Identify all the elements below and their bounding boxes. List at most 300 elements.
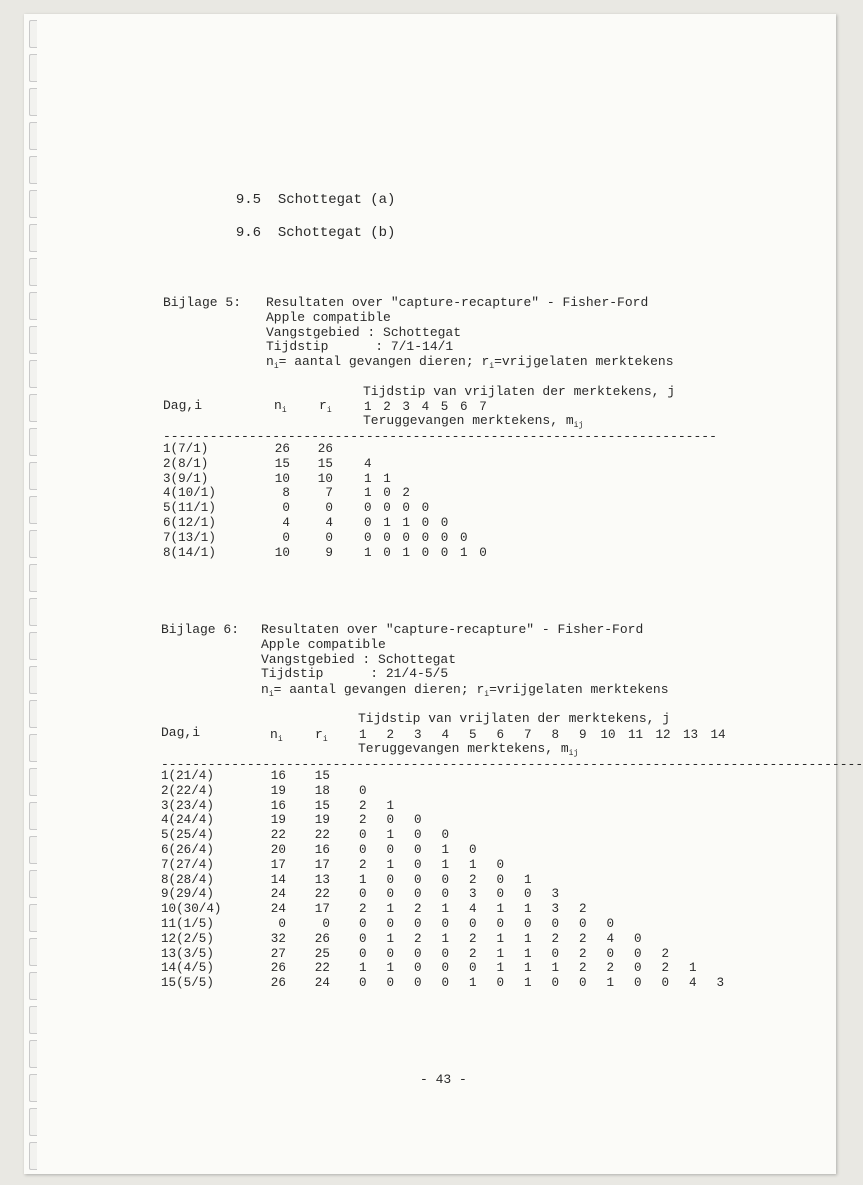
cell-n: 10	[274, 545, 290, 560]
binding-ring	[29, 1074, 37, 1102]
cell-r: 15	[317, 456, 333, 471]
cell-m: 2	[579, 931, 587, 946]
cell-m: 0	[496, 872, 505, 887]
cell-m: 0	[414, 872, 422, 887]
cell-m: 0	[496, 857, 505, 872]
cell-m: 1	[441, 843, 450, 857]
cell-m: 0	[551, 946, 560, 961]
cell-m: 0	[551, 917, 560, 931]
cell-n: 16	[270, 769, 286, 783]
binding-ring	[29, 462, 37, 490]
column-header: 4	[421, 400, 430, 414]
binding-ring	[29, 530, 37, 558]
cell-dag: 4(10/1)	[163, 486, 216, 501]
cell-m: 0	[441, 917, 450, 931]
cell-m: 0	[469, 843, 477, 857]
cell-n: 14	[270, 872, 286, 887]
binding-ring	[29, 88, 37, 116]
cell-dag: 4(24/4)	[161, 813, 214, 828]
cell-m: 0	[606, 946, 615, 961]
cell-m: 1	[383, 471, 391, 486]
cell-m: 0	[441, 976, 450, 991]
cell-r: 9	[325, 545, 333, 560]
cell-m: 1	[496, 902, 505, 917]
cell-m: 2	[579, 946, 587, 961]
legend-sub: i	[484, 690, 490, 699]
binding-ring	[29, 122, 37, 150]
cell-dag: 3(23/4)	[161, 798, 214, 813]
cell-r: 0	[325, 501, 333, 516]
cell-m: 0	[359, 828, 367, 843]
section-number: 9.6	[235, 224, 262, 241]
cell-m: 1	[524, 872, 532, 887]
cell-m: 0	[359, 917, 367, 931]
cell-m: 0	[441, 946, 450, 961]
cell-m: 0	[364, 516, 372, 530]
cell-m: 2	[579, 902, 587, 917]
cell-m: 0	[414, 857, 422, 872]
header-sub: i	[277, 735, 283, 744]
cell-dag: 7(13/1)	[163, 530, 216, 545]
table-header-dag: Dag,i	[163, 398, 203, 413]
cell-m: 1	[689, 961, 697, 976]
binding-ring	[29, 54, 37, 82]
column-header: 13	[683, 728, 699, 742]
cell-m: 2	[606, 961, 615, 976]
column-header: 3	[402, 400, 410, 414]
cell-m: 0	[402, 530, 410, 545]
cell-m: 1	[460, 545, 468, 560]
binding-ring	[29, 326, 37, 354]
cell-m: 1	[524, 946, 532, 961]
binding-ring	[29, 700, 37, 728]
cell-r: 13	[314, 872, 330, 887]
cell-n: 15	[274, 456, 290, 471]
cell-m: 0	[661, 976, 670, 991]
cell-dag: 1(21/4)	[161, 769, 214, 783]
cell-m: 0	[524, 917, 532, 931]
cell-m: 1	[359, 961, 367, 976]
table-header-dag: Dag,i	[161, 725, 201, 740]
section-title: Schottegat (a)	[277, 191, 396, 208]
cell-n: 32	[270, 931, 286, 946]
binding-ring	[29, 598, 37, 626]
document-page	[24, 14, 863, 1174]
cell-m: 2	[469, 931, 477, 946]
cell-r: 4	[325, 516, 333, 530]
table-rule: -----------------------------------------------------------------------	[163, 429, 717, 444]
cell-r: 10	[317, 471, 333, 486]
legend-text: = aantal gevangen dieren; r	[273, 682, 485, 697]
cell-m: 0	[414, 946, 422, 961]
cell-m: 0	[386, 887, 395, 902]
bijlage-label: Bijlage 5:	[163, 295, 242, 310]
cell-m: 1	[386, 857, 395, 872]
cell-m: 2	[551, 931, 560, 946]
legend-text: = aantal gevangen dieren; r	[278, 354, 490, 369]
cell-m: 2	[359, 902, 367, 917]
cell-m: 0	[364, 530, 372, 545]
cell-m: 0	[414, 813, 422, 828]
cell-n: 26	[274, 442, 290, 456]
cell-m: 0	[606, 917, 615, 931]
binding-ring	[29, 1006, 37, 1034]
binding-ring	[29, 938, 37, 966]
cell-m: 3	[469, 887, 477, 902]
cell-r: 24	[314, 976, 330, 991]
legend-sub: i	[489, 362, 495, 371]
cell-dag: 6(26/4)	[161, 843, 214, 857]
cell-n: 0	[282, 530, 290, 545]
table-header-r	[319, 399, 332, 419]
header-terug: Teruggevangen merktekens, m	[363, 413, 574, 428]
cell-m: 2	[661, 946, 670, 961]
cell-m: 4	[689, 976, 697, 991]
cell-m: 0	[421, 501, 430, 516]
cell-dag: 12(2/5)	[161, 931, 214, 946]
cell-m: 0	[359, 976, 367, 991]
cell-m: 0	[441, 872, 450, 887]
column-header: 6	[496, 728, 505, 742]
cell-m: 0	[421, 530, 430, 545]
cell-dag: 14(4/5)	[161, 961, 214, 976]
cell-n: 17	[270, 857, 286, 872]
cell-m: 0	[579, 976, 587, 991]
cell-m: 1	[496, 946, 505, 961]
cell-m: 0	[359, 887, 367, 902]
binding-ring	[29, 360, 37, 388]
cell-m: 1	[441, 857, 450, 872]
cell-m: 0	[440, 530, 449, 545]
cell-m: 0	[359, 931, 367, 946]
cell-m: 0	[386, 976, 395, 991]
cell-dag: 8(28/4)	[161, 872, 214, 887]
cell-m: 0	[460, 530, 468, 545]
legend-text: =vrijgelaten merktekens	[489, 682, 669, 697]
header-sub: i	[326, 406, 332, 415]
table-rule: ------------------------------------------------------------------------------------------	[161, 757, 863, 772]
cell-m: 4	[469, 902, 477, 917]
bijlage-title: Resultaten over "capture-recapture" - Fisher-Ford	[266, 295, 649, 310]
section-title: Schottegat (b)	[277, 224, 396, 241]
header-sub: ij	[573, 421, 584, 430]
cell-r: 22	[314, 828, 330, 843]
cell-r: 19	[314, 813, 330, 828]
bijlage-line: Apple compatible	[266, 310, 391, 325]
cell-dag: 10(30/4)	[161, 902, 222, 917]
cell-m: 1	[364, 486, 372, 501]
column-header: 9	[579, 728, 587, 742]
column-header: 2	[386, 728, 395, 742]
cell-r: 17	[314, 902, 330, 917]
cell-m: 0	[496, 976, 505, 991]
binding-ring	[29, 564, 37, 592]
cell-m: 0	[414, 843, 422, 857]
header-r: r	[319, 398, 327, 413]
cell-n: 19	[270, 783, 286, 798]
cell-r: 7	[325, 486, 333, 501]
binding-ring	[29, 258, 37, 286]
column-header: 8	[551, 728, 560, 742]
cell-n: 16	[270, 798, 286, 813]
cell-m: 1	[386, 931, 395, 946]
binding-ring	[29, 292, 37, 320]
binding-ring	[29, 972, 37, 1000]
cell-m: 1	[441, 931, 450, 946]
binding-ring	[29, 190, 37, 218]
cell-m: 1	[524, 976, 532, 991]
cell-m: 2	[469, 946, 477, 961]
cell-m: 1	[402, 545, 410, 560]
section-heading-9-5	[219, 178, 395, 207]
legend-sub: i	[268, 690, 274, 699]
column-header: 5	[469, 728, 477, 742]
cell-dag: 3(9/1)	[163, 471, 209, 486]
cell-m: 2	[414, 931, 422, 946]
cell-n: 0	[278, 917, 286, 931]
cell-m: 3	[551, 887, 560, 902]
cell-m: 0	[386, 843, 395, 857]
cell-n: 24	[270, 887, 286, 902]
cell-n: 26	[270, 961, 286, 976]
cell-n: 24	[270, 902, 286, 917]
binding-ring	[29, 428, 37, 456]
bijlage-line: Apple compatible	[261, 637, 386, 652]
cell-m: 0	[524, 887, 532, 902]
cell-dag: 11(1/5)	[161, 917, 214, 931]
column-header: 11	[628, 728, 644, 742]
cell-dag: 8(14/1)	[163, 545, 216, 560]
cell-r: 22	[314, 887, 330, 902]
cell-dag: 6(12/1)	[163, 516, 216, 530]
binding-ring	[29, 394, 37, 422]
cell-n: 26	[270, 976, 286, 991]
cell-m: 0	[440, 545, 449, 560]
column-header: 7	[479, 400, 487, 414]
cell-m: 1	[359, 872, 367, 887]
binding-ring	[29, 496, 37, 524]
cell-dag: 1(7/1)	[163, 442, 209, 456]
bijlage-legend	[261, 683, 669, 703]
column-header: 5	[440, 400, 449, 414]
cell-m: 1	[524, 931, 532, 946]
binding-ring	[29, 904, 37, 932]
cell-m: 1	[496, 931, 505, 946]
cell-m: 0	[496, 917, 505, 931]
cell-m: 0	[440, 516, 449, 530]
bijlage-line: Tijdstip : 21/4-5/5	[261, 666, 449, 681]
column-header: 7	[524, 728, 532, 742]
cell-m: 0	[441, 961, 450, 976]
legend-sub: i	[273, 362, 279, 371]
cell-m: 2	[402, 486, 410, 501]
cell-dag: 2(8/1)	[163, 456, 209, 471]
header-n: n	[274, 398, 282, 413]
legend-n: n	[266, 354, 274, 369]
cell-m: 1	[469, 857, 477, 872]
cell-m: 2	[661, 961, 670, 976]
binding-ring	[29, 836, 37, 864]
binding-ring	[29, 1108, 37, 1136]
cell-m: 0	[386, 813, 395, 828]
table-header-n	[274, 399, 287, 419]
cell-dag: 15(5/5)	[161, 976, 214, 991]
cell-r: 16	[314, 843, 330, 857]
cell-n: 20	[270, 843, 286, 857]
cell-m: 0	[421, 516, 430, 530]
cell-m: 0	[386, 917, 395, 931]
cell-m: 0	[383, 501, 391, 516]
cell-m: 0	[441, 828, 450, 843]
cell-m: 3	[551, 902, 560, 917]
column-header: 1	[364, 400, 372, 414]
cell-m: 0	[383, 530, 391, 545]
cell-m: 2	[359, 813, 367, 828]
cell-m: 0	[359, 946, 367, 961]
binding-ring	[29, 666, 37, 694]
cell-m: 3	[716, 976, 725, 991]
binding-ring	[29, 802, 37, 830]
cell-m: 1	[383, 516, 391, 530]
cell-m: 0	[383, 545, 391, 560]
cell-n: 10	[274, 471, 290, 486]
cell-m: 0	[359, 783, 367, 798]
binding-ring	[29, 1142, 37, 1170]
column-header: 6	[460, 400, 468, 414]
cell-r: 15	[314, 769, 330, 783]
header-sub: i	[281, 406, 287, 415]
bijlage-line: Vangstgebied : Schottegat	[266, 325, 462, 340]
cell-n: 8	[282, 486, 290, 501]
binding-ring	[29, 632, 37, 660]
cell-m: 0	[359, 843, 367, 857]
cell-n: 4	[282, 516, 290, 530]
header-sub: i	[322, 735, 328, 744]
cell-n: 19	[270, 813, 286, 828]
cell-dag: 9(29/4)	[161, 887, 214, 902]
cell-dag: 7(27/4)	[161, 857, 214, 872]
cell-r: 15	[314, 798, 330, 813]
cell-m: 0	[441, 887, 450, 902]
cell-m: 0	[383, 486, 391, 501]
cell-r: 26	[314, 931, 330, 946]
cell-m: 0	[414, 917, 422, 931]
cell-m: 1	[402, 516, 410, 530]
cell-m: 0	[414, 976, 422, 991]
header-r: r	[315, 727, 323, 742]
cell-m: 0	[414, 961, 422, 976]
cell-m: 2	[469, 872, 477, 887]
cell-m: 2	[414, 902, 422, 917]
bijlage-line: Tijdstip : 7/1-14/1	[266, 339, 454, 354]
cell-m: 1	[386, 961, 395, 976]
column-header: 12	[655, 728, 671, 742]
cell-r: 25	[314, 946, 330, 961]
cell-m: 1	[551, 961, 560, 976]
column-header: 10	[600, 728, 616, 742]
header-sub: ij	[568, 749, 579, 758]
cell-m: 1	[364, 471, 372, 486]
column-header: 3	[414, 728, 422, 742]
cell-n: 0	[282, 501, 290, 516]
section-heading-9-6	[219, 211, 395, 240]
cell-n: 22	[270, 828, 286, 843]
cell-m: 0	[414, 828, 422, 843]
binding-ring	[29, 20, 37, 48]
column-header: 1	[359, 728, 367, 742]
cell-m: 0	[364, 501, 372, 516]
cell-m: 1	[606, 976, 615, 991]
cell-m: 0	[579, 917, 587, 931]
cell-m: 0	[479, 545, 487, 560]
cell-m: 1	[386, 798, 395, 813]
table-header-n	[270, 728, 283, 748]
bijlage-title: Resultaten over "capture-recapture" - Fisher-Ford	[261, 622, 644, 637]
legend-n: n	[261, 682, 269, 697]
cell-m: 2	[359, 857, 367, 872]
cell-m: 0	[634, 946, 642, 961]
bijlage-line: Vangstgebied : Schottegat	[261, 652, 457, 667]
table-header-title: Tijdstip van vrijlaten der merktekens, j	[363, 384, 676, 399]
binding-ring	[29, 870, 37, 898]
cell-m: 1	[441, 902, 450, 917]
cell-m: 0	[551, 976, 560, 991]
bijlage-label: Bijlage 6:	[161, 622, 240, 637]
cell-m: 2	[359, 798, 367, 813]
header-n: n	[270, 727, 278, 742]
cell-m: 1	[524, 961, 532, 976]
cell-m: 0	[496, 887, 505, 902]
column-header: 4	[441, 728, 450, 742]
cell-m: 1	[469, 976, 477, 991]
cell-r: 22	[314, 961, 330, 976]
cell-m: 0	[469, 961, 477, 976]
header-terug: Teruggevangen merktekens, m	[358, 741, 569, 756]
table-header-r	[315, 728, 328, 748]
column-header: 2	[383, 400, 391, 414]
cell-m: 0	[469, 917, 477, 931]
cell-m: 0	[421, 545, 430, 560]
cell-m: 1	[496, 961, 505, 976]
cell-dag: 5(11/1)	[163, 501, 216, 516]
cell-n: 27	[270, 946, 286, 961]
cell-m: 1	[386, 828, 395, 843]
cell-m: 0	[386, 946, 395, 961]
cell-m: 4	[364, 456, 372, 471]
binding-ring	[29, 768, 37, 796]
bijlage-legend	[266, 355, 674, 375]
cell-r: 17	[314, 857, 330, 872]
cell-m: 0	[634, 961, 642, 976]
cell-dag: 2(22/4)	[161, 783, 214, 798]
binding-ring	[29, 224, 37, 252]
cell-r: 18	[314, 783, 330, 798]
binding-ring	[29, 156, 37, 184]
cell-m: 0	[402, 501, 410, 516]
cell-m: 4	[606, 931, 615, 946]
cell-m: 0	[634, 976, 642, 991]
page-number: - 43 -	[420, 1072, 467, 1087]
cell-m: 2	[579, 961, 587, 976]
cell-r: 0	[322, 917, 330, 931]
binding-ring	[29, 1040, 37, 1068]
cell-m: 1	[364, 545, 372, 560]
binding-ring	[29, 734, 37, 762]
cell-r: 26	[317, 442, 333, 456]
cell-m: 1	[386, 902, 395, 917]
column-header: 14	[710, 728, 726, 742]
cell-r: 0	[325, 530, 333, 545]
